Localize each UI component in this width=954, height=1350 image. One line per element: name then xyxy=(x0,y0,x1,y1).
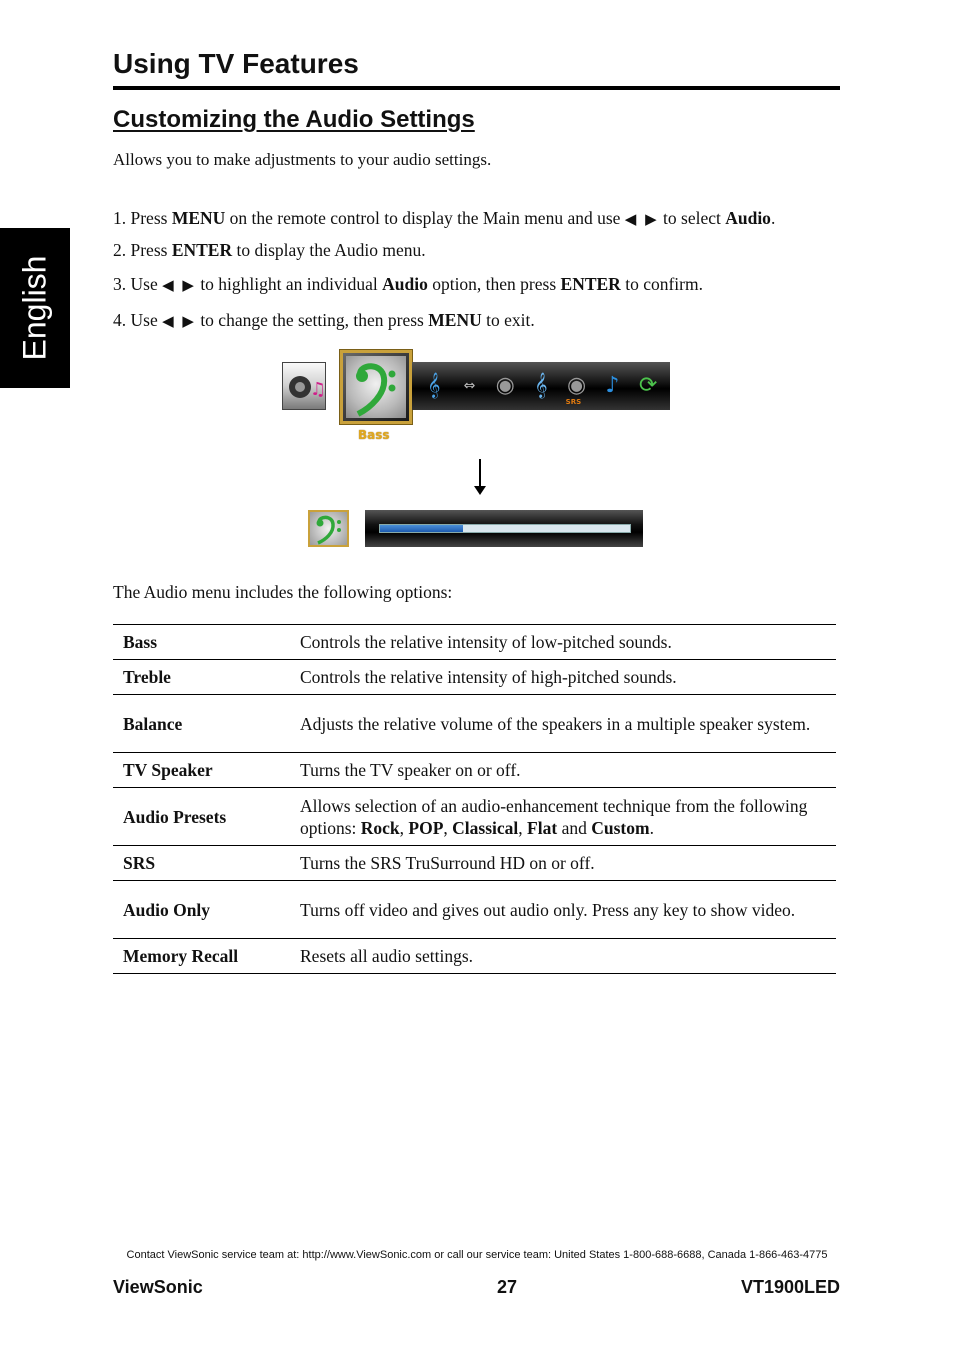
table-row xyxy=(113,846,836,881)
step-2: 2. Press ENTER to display the Audio menu. xyxy=(113,240,426,260)
page-number: 27 xyxy=(497,1277,518,1297)
option-name: Memory Recall xyxy=(113,939,290,974)
bass-slider-panel xyxy=(365,510,643,547)
down-arrow-icon xyxy=(479,459,481,489)
table-row xyxy=(113,788,836,846)
option-name: Audio Only xyxy=(113,881,290,939)
page-title: Using TV Features xyxy=(113,48,359,79)
audio-options-table xyxy=(113,624,836,974)
step-4: 4. Use ◀ ▶ to change the setting, then press MENU to exit. xyxy=(113,310,535,330)
option-desc: Allows selection of an audio-enhancement technique from the following options: Rock, POP, Classical, Flat and Custom. xyxy=(290,788,836,846)
table-row xyxy=(113,881,836,939)
intro-text: Allows you to make adjustments to your audio settings. xyxy=(113,150,492,169)
bass-small-icon xyxy=(308,510,349,547)
memory-recall-icon: ⟳ xyxy=(638,373,658,398)
table-row xyxy=(113,625,836,660)
option-desc: Controls the relative intensity of low-pitched sounds. xyxy=(290,625,836,660)
table-row xyxy=(113,695,836,753)
table-row xyxy=(113,939,836,974)
option-name: Bass xyxy=(113,625,290,660)
option-name: SRS xyxy=(113,846,290,881)
footer-brand: ViewSonic xyxy=(113,1277,203,1297)
srs-icon: ◉ SRS xyxy=(566,372,588,400)
bass-slider xyxy=(379,524,631,533)
audio-only-icon: ♪ xyxy=(605,373,620,398)
step-1: 1. Press MENU on the remote control to display the Main menu and use ◀ ▶ to select Audio. xyxy=(113,208,776,228)
bass-icon-selected xyxy=(340,350,412,424)
table-row xyxy=(113,753,836,788)
balance-icon: ⇔ xyxy=(463,378,476,394)
option-desc: Turns the SRS TruSurround HD on or off. xyxy=(290,846,836,881)
footer-contact-note: Contact ViewSonic service team at: http://www.ViewSonic.com or call our service team: United States 1-800-688-6688, Canada 1-866-463-4775 xyxy=(126,1249,828,1261)
option-desc: Turns off video and gives out audio only. Press any key to show video. xyxy=(290,881,836,939)
left-right-arrows-icon: ◀ ▶ xyxy=(624,210,659,228)
option-name: TV Speaker xyxy=(113,753,290,788)
section-title: Customizing the Audio Settings xyxy=(113,106,475,133)
options-intro: The Audio menu includes the following options: xyxy=(113,582,453,602)
audio-options-strip xyxy=(412,362,670,410)
language-tab xyxy=(0,228,70,388)
option-desc: Controls the relative intensity of high-pitched sounds. xyxy=(290,660,836,695)
option-name: Treble xyxy=(113,660,290,695)
option-name: Balance xyxy=(113,695,290,753)
audio-menu-icon xyxy=(282,362,326,410)
option-desc: Adjusts the relative volume of the speakers in a multiple speaker system. xyxy=(290,695,836,753)
option-name: Audio Presets xyxy=(113,788,290,846)
footer-model: VT1900LED xyxy=(740,1277,840,1297)
tv-speaker-icon: ◉ xyxy=(495,373,515,398)
left-right-arrows-icon: ◀ ▶ xyxy=(162,312,196,330)
option-desc: Resets all audio settings. xyxy=(290,939,836,974)
option-desc: Turns the TV speaker on or off. xyxy=(290,753,836,788)
left-right-arrows-icon: ◀ ▶ xyxy=(162,276,196,294)
svg-text:♫: ♫ xyxy=(310,379,327,400)
table-row xyxy=(113,660,836,695)
language-tab-label: English xyxy=(16,255,53,361)
srs-badge: SRS xyxy=(565,398,582,406)
title-rule xyxy=(113,86,840,90)
step-3: 3. Use ◀ ▶ to highlight an individual Audio option, then press ENTER to confirm. xyxy=(113,274,703,294)
treble-icon: 𝄞 xyxy=(427,373,441,398)
bass-slider-fill xyxy=(380,525,463,532)
audio-presets-icon: 𝄞 xyxy=(534,373,548,398)
bass-label: Bass xyxy=(358,428,390,442)
